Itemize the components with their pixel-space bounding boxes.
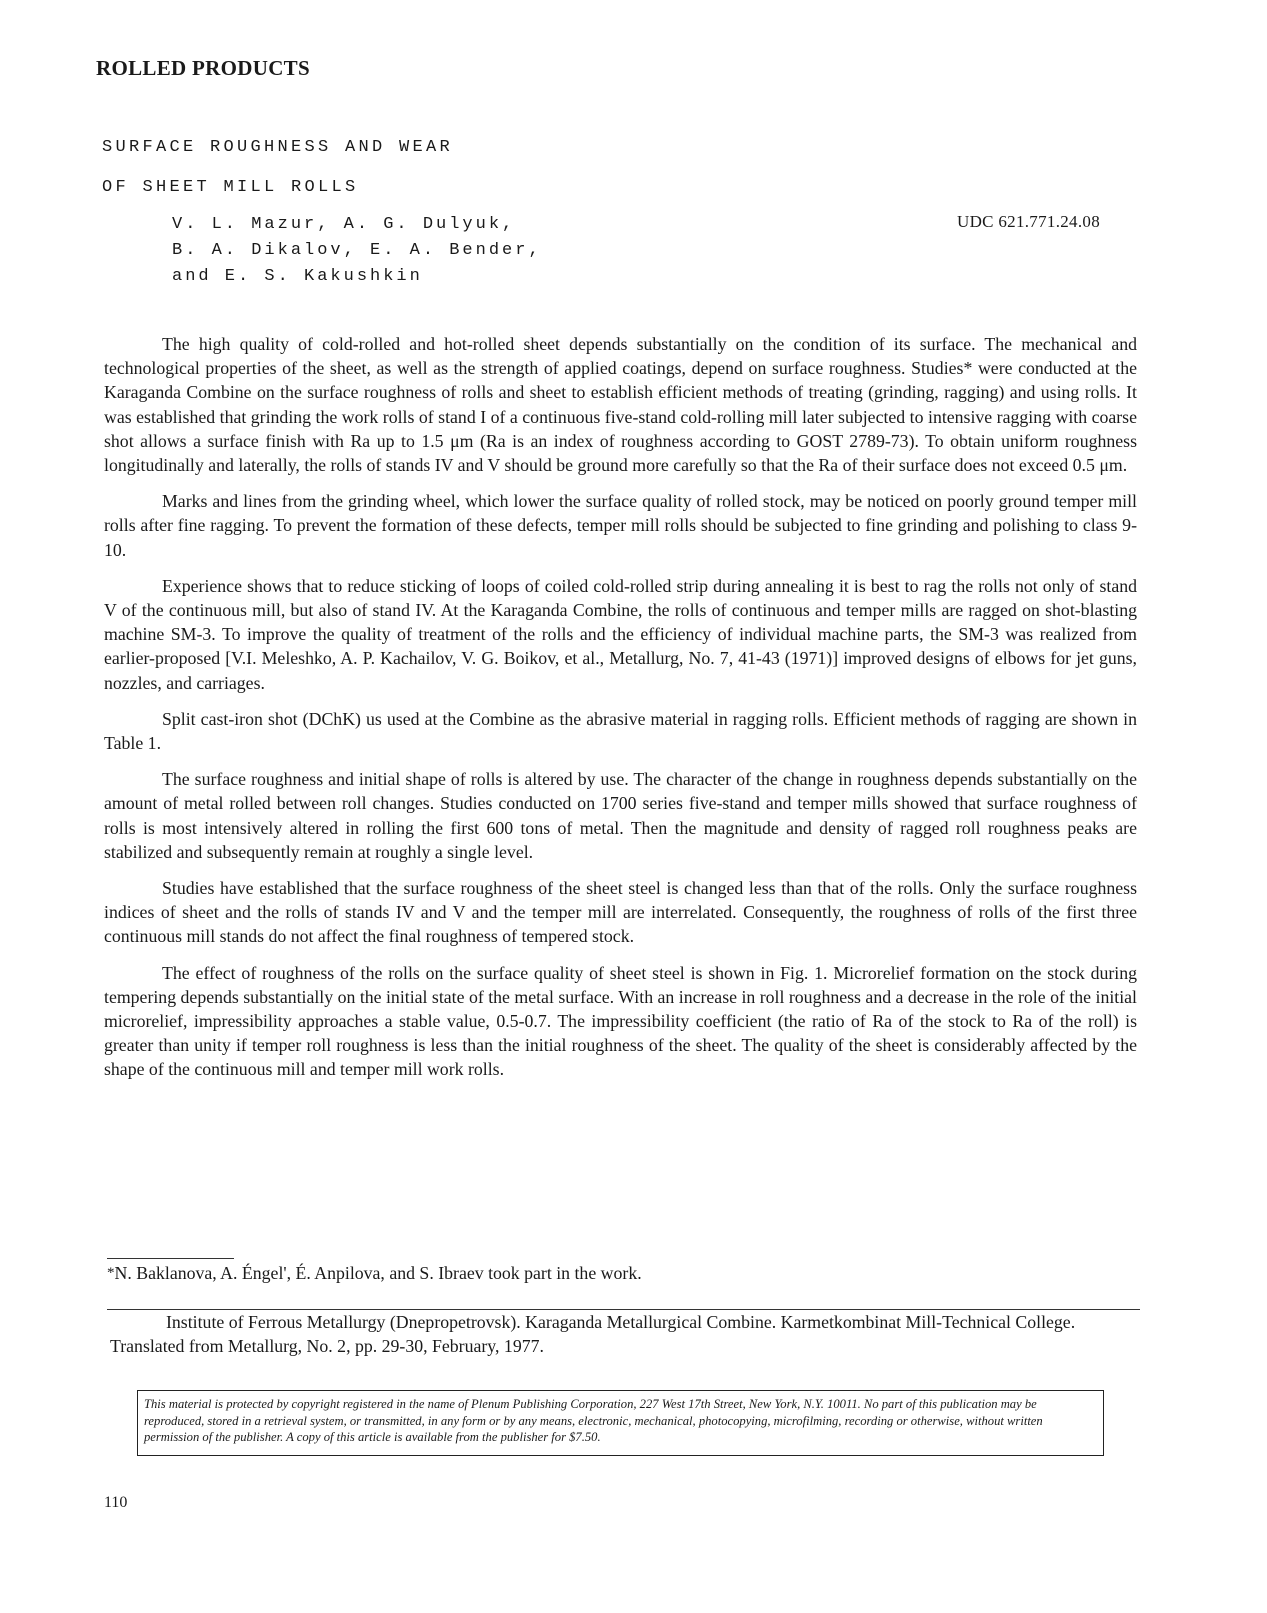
title-line-1: SURFACE ROUGHNESS AND WEAR	[102, 138, 454, 157]
footnote-marker: *	[107, 1265, 115, 1281]
page-number: 110	[104, 1494, 128, 1511]
affiliation-note: Institute of Ferrous Metallurgy (Dnepropetrovsk). Karaganda Metallurgical Combine. Karmetkombinat Mill-Technical College. Translated from Metallurg, No. 2, pp. 29-30, February, 1977.	[110, 1312, 1076, 1356]
authors-line-3: and E. S. Kakushkin	[172, 267, 423, 286]
authors-line-2: B. A. Dikalov, E. A. Bender,	[172, 241, 542, 260]
title-line-2: OF SHEET MILL ROLLS	[102, 178, 359, 197]
copyright-notice-box: This material is protected by copyright registered in the name of Plenum Publishing Corporation, 227 West 17th Street, New York, N.Y. 10011. No part of this publication may be reproduced, stored in a retrieval system, or transmitted, in any form or by any means, electronic, mechanical, photocopying, microfilming, recording or otherwise, without written permission of the publisher. A copy of this article is available from the publisher for $7.50.	[137, 1390, 1104, 1456]
article-body	[104, 332, 1137, 1094]
paragraph-2: Marks and lines from the grinding wheel, which lower the surface quality of rolled stock, may be noticed on poorly ground temper mill rolls after fine ragging. To prevent the formation of these defects, temper mill rolls should be subjected to fine grinding and polishing to class 9-10.	[104, 491, 1137, 560]
footnote-text: N. Baklanova, A. Éngel', É. Anpilova, and S. Ibraev took part in the work.	[114, 1263, 642, 1283]
article-title	[102, 128, 453, 208]
footnote-divider	[107, 1258, 234, 1259]
section-label: ROLLED PRODUCTS	[96, 56, 310, 80]
paragraph-7: The effect of roughness of the rolls on the surface quality of sheet steel is shown in Fig. 1. Microrelief formation on the stock during tempering depends substantially on the initial state of the metal surface. With an increase in roll roughness and a decrease in the role of the initial microrelief, impressibility approaches a stable value, 0.5-0.7. The impressibility coefficient (the ratio of Ra of the stock to Ra of the roll) is greater than unity if temper roll roughness is less than the initial roughness of the sheet. The quality of the sheet is considerably affected by the shape of the continuous mill and temper mill work rolls.	[104, 962, 1137, 1080]
paragraph-6: Studies have established that the surface roughness of the sheet steel is changed less than that of the rolls. Only the surface roughness indices of sheet and the rolls of stands IV and V and the temper mill are interrelated. Consequently, the roughness of rolls of the first three continuous mill stands do not affect the final roughness of tempered stock.	[104, 878, 1137, 947]
paragraph-3: Experience shows that to reduce sticking of loops of coiled cold-rolled strip during annealing it is best to rag the rolls not only of stand V of the continuous mill, but also of stand IV. At the Karaganda Combine, the rolls of continuous and temper mills are ragged on shot-blasting machine SM-3. To improve the quality of treatment of the rolls and the efficiency of individual machine parts, the SM-3 was realized from earlier-proposed [V.I. Meleshko, A. P. Kachailov, V. G. Boikov, et al., Metallurg, No. 7, 41-43 (1971)] improved designs of elbows for jet guns, nozzles, and carriages.	[104, 575, 1137, 693]
paragraph-4: Split cast-iron shot (DChK) us used at the Combine as the abrasive material in ragging rolls. Efficient methods of ragging are shown in Table 1.	[104, 708, 1137, 754]
udc-code: UDC 621.771.24.08	[957, 212, 1100, 231]
author-list	[172, 212, 542, 290]
footnote	[107, 1263, 642, 1284]
paragraph-5: The surface roughness and initial shape of rolls is altered by use. The character of the change in roughness depends substantially on the amount of metal rolled between roll changes. Studies conducted on 1700 series five-stand and temper mills showed that surface roughness of rolls is most intensively altered in rolling the first 600 tons of metal. Then the magnitude and density of ragged roll roughness peaks are stabilized and subsequently remain at roughly a single level.	[104, 769, 1137, 862]
paragraph-1: The high quality of cold-rolled and hot-rolled sheet depends substantially on the condition of its surface. The mechanical and technological properties of the sheet, as well as the strength of applied coatings, depend on surface roughness. Studies* were conducted at the Karaganda Combine on the surface roughness of rolls and sheet to establish efficient methods of treating (grinding, ragging) and using rolls. It was established that grinding the work rolls of stand I of a continuous five-stand cold-rolling mill later subjected to intensive ragging with coarse shot allows a surface finish with Ra up to 1.5 μm (Ra is an index of roughness according to GOST 2789-73). To obtain uniform roughness longitudinally and laterally, the rolls of stands IV and V should be ground more carefully so that the Ra of their surface does not exceed 0.5 μm.	[104, 334, 1137, 476]
authors-line-1: V. L. Mazur, A. G. Dulyuk,	[172, 215, 516, 234]
